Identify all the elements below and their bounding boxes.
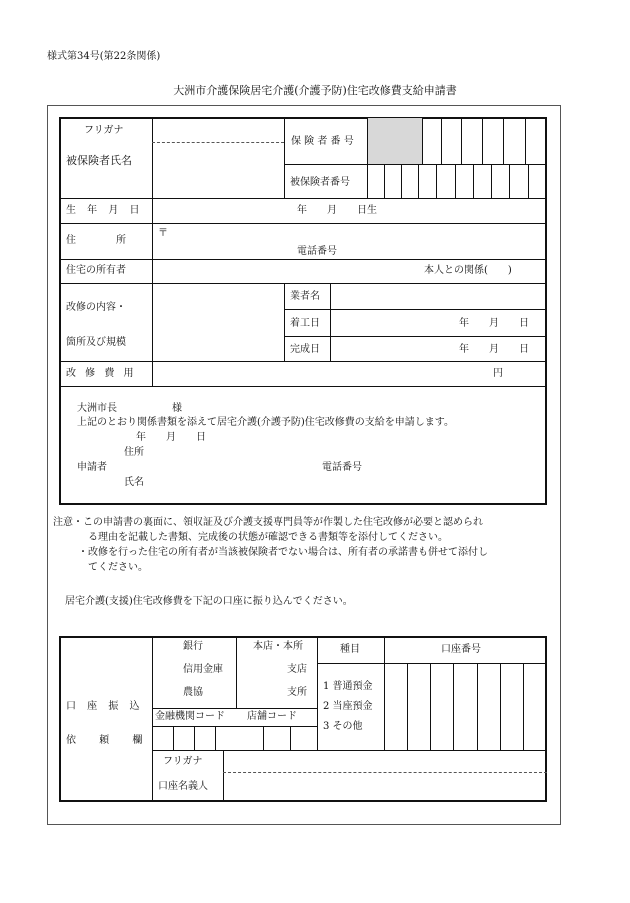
- account-type-1[interactable]: 1 普通預金: [323, 681, 373, 692]
- address-label: 住 所: [66, 235, 126, 246]
- declaration-name-label: 氏名: [124, 477, 144, 488]
- bank-side-label-2: 依 頼 欄: [66, 735, 153, 746]
- completion-date-label: 完成日: [290, 344, 320, 355]
- applicant-label: 申請者: [77, 462, 107, 473]
- institution-code-label: 金融機関コード: [155, 711, 225, 722]
- honorific: 様: [172, 403, 182, 414]
- account-type-label: 種目: [340, 644, 360, 655]
- account-type-2[interactable]: 2 当座預金: [323, 701, 373, 712]
- furigana-label: フリガナ: [84, 125, 124, 136]
- start-date-field[interactable]: 年 月 日: [459, 318, 529, 329]
- head-office-label: 本店・本所: [253, 641, 303, 652]
- insured-name-field[interactable]: [156, 146, 281, 194]
- note-line-4: てください。: [88, 562, 148, 573]
- address-phone-label: 電話番号: [297, 246, 337, 257]
- declaration-date: 年 月 日: [136, 432, 206, 443]
- form-number: 様式第34号(第22条関係): [47, 51, 161, 62]
- declaration-statement: 上記のとおり関係書類を添えて居宅介護(介護予防)住宅改修費の支給を申請します。: [77, 417, 455, 428]
- branch-code-label: 店舗コード: [247, 711, 297, 722]
- declaration-phone-label: 電話番号: [322, 462, 362, 473]
- insurer-number-label: 保 険 者 番 号: [291, 136, 354, 147]
- note-line-2: る理由を記載した書類、完成後の状態が確認できる書類等を添付してください。: [88, 532, 448, 543]
- completion-date-field[interactable]: 年 月 日: [459, 344, 529, 355]
- agri-coop-label: 農協: [183, 687, 203, 698]
- branch-office-label: 支所: [287, 687, 307, 698]
- account-holder-label: 口座名義人: [158, 781, 208, 792]
- form-title: 大洲市介護保険居宅介護(介護予防)住宅改修費支給申請書: [173, 84, 457, 97]
- owner-label: 住宅の所有者: [66, 265, 126, 276]
- insured-number-label: 被保険者番号: [290, 177, 350, 188]
- postal-mark: 〒: [158, 228, 168, 239]
- cost-label: 改 修 費 用: [66, 368, 137, 379]
- insurer-number-shaded-cell: [367, 118, 422, 164]
- start-date-label: 着工日: [290, 318, 320, 329]
- yen-label: 円: [493, 368, 503, 379]
- addressee: 大洲市長: [77, 403, 117, 414]
- bank-label: 銀行: [183, 641, 203, 652]
- declaration-address-label: 住所: [124, 447, 144, 458]
- account-type-3[interactable]: 3 その他: [323, 721, 363, 732]
- renovation-label-1: 改修の内容・: [66, 302, 126, 313]
- transfer-request: 居宅介護(支援)住宅改修費を下記の口座に振り込んでください。: [65, 596, 353, 607]
- relationship-label: 本人との関係( ): [424, 265, 512, 276]
- credit-union-label: 信用金庫: [183, 664, 223, 675]
- bank-table: [59, 636, 547, 802]
- note-line-1: 注意・この申請書の裏面に、領収証及び介護支援専門員等が作製した住宅改修が必要と認められ: [53, 517, 483, 528]
- account-number-label: 口座番号: [441, 644, 481, 655]
- insured-name-label: 被保険者氏名: [66, 154, 132, 167]
- contractor-label: 業者名: [290, 291, 320, 302]
- account-furigana-label: フリガナ: [163, 756, 203, 767]
- note-line-3: ・改修を行った住宅の所有者が当該被保険者でない場合は、所有者の承諾書も併せて添付し: [78, 547, 488, 558]
- birthdate-field[interactable]: 年 月 日生: [297, 205, 377, 216]
- birthdate-label: 生 年 月 日: [66, 205, 144, 216]
- bank-side-label-1: 口 座 振 込: [66, 701, 144, 712]
- branch-label: 支店: [287, 664, 307, 675]
- renovation-label-2: 箇所及び規模: [66, 337, 126, 348]
